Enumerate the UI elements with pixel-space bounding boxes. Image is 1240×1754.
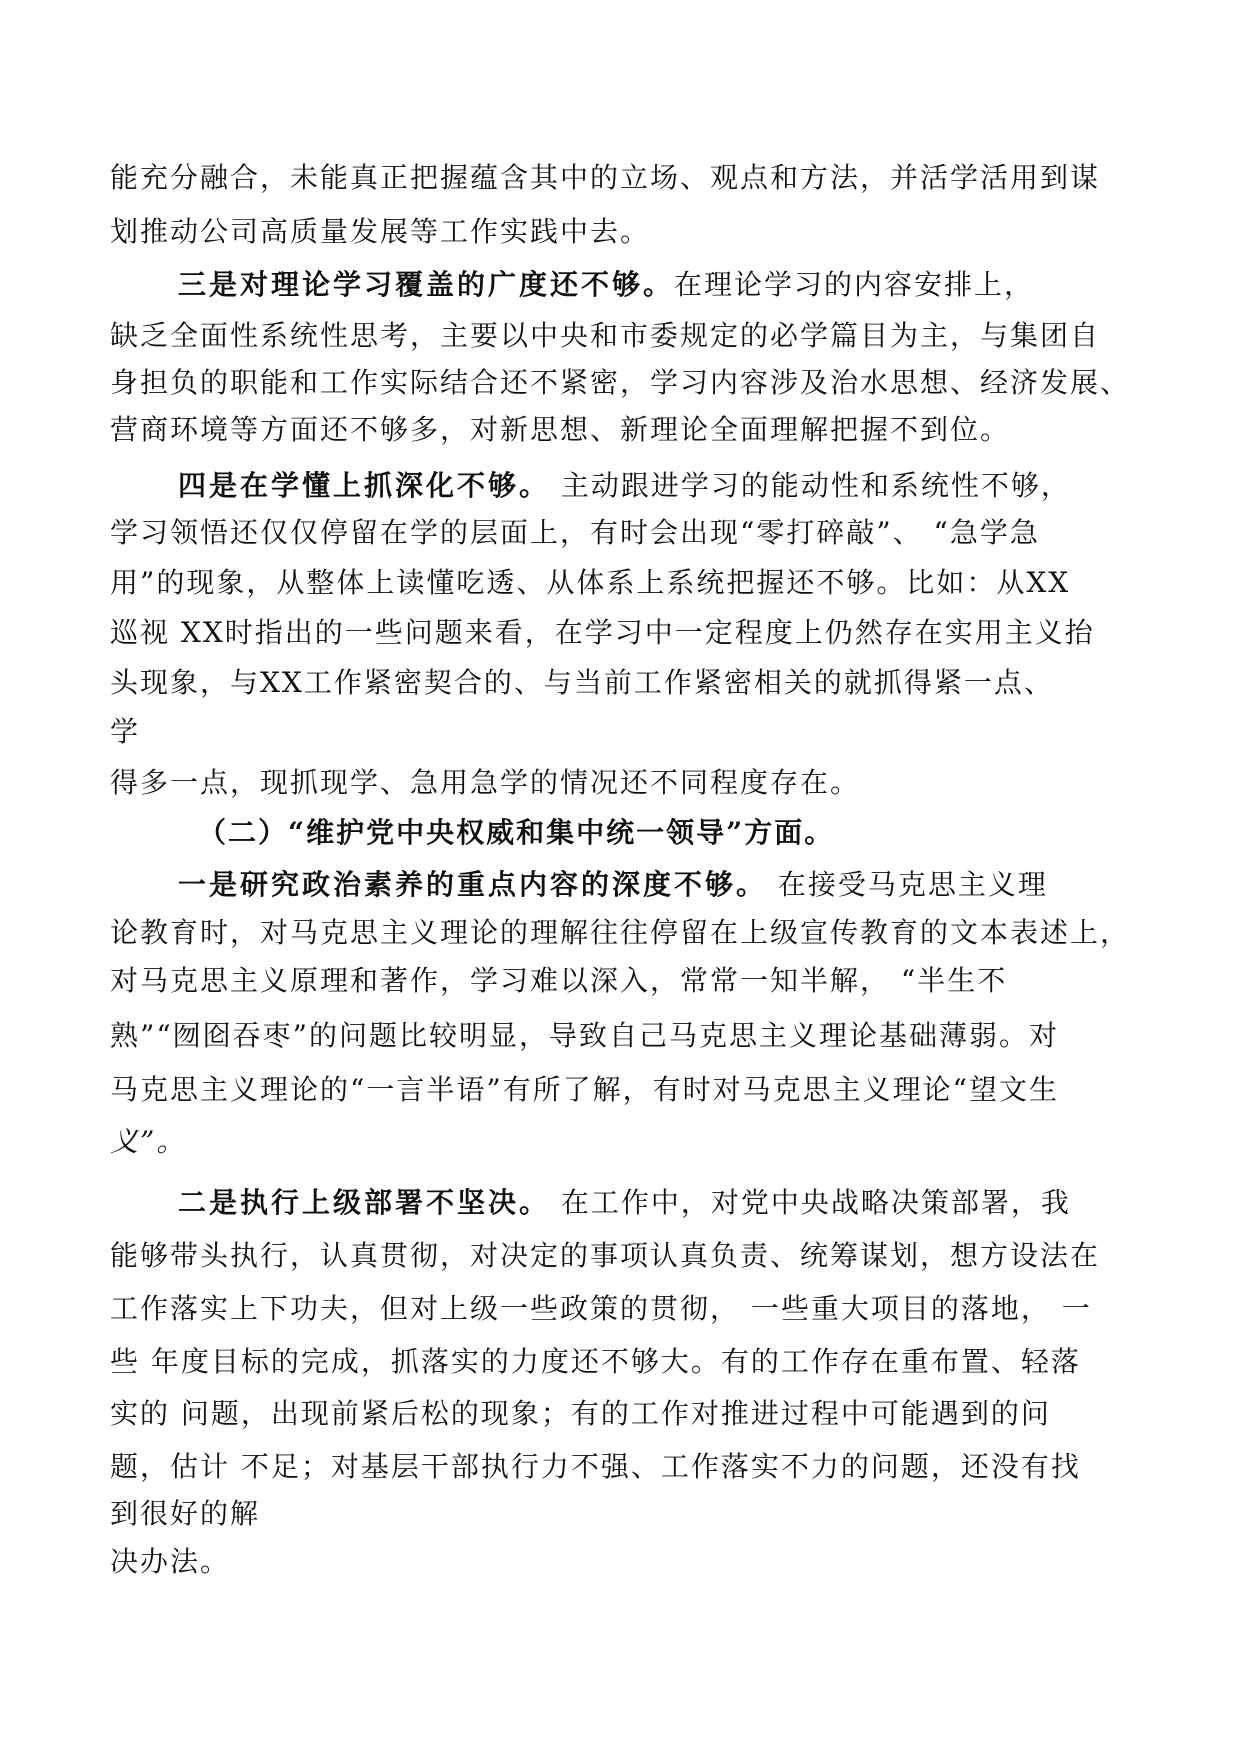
body-text-line: 论教育时，对马克思主义理论的理解往往停留在上级宣传教育的文本表述上， bbox=[110, 916, 1131, 949]
body-text-line: 对马克思主义原理和著作，学习难以深入，常常一知半解， “半生不 bbox=[110, 964, 1008, 997]
body-text-line: 工作落实上下功夫，但对上级一些政策的贯彻， 一些重大项目的落地， 一 bbox=[110, 1292, 1092, 1325]
body-text-line: 熟”“囫囵吞枣”的问题比较明显，导致自己马克思主义理论基础薄弱。对 bbox=[110, 1019, 1059, 1052]
body-text-line: 缺乏全面性系统性思考，主要以中央和市委规定的必学篇目为主，与集团自 bbox=[110, 319, 1101, 352]
section-heading: （二）“维护党中央权威和集中统一领导”方面。 bbox=[198, 816, 835, 849]
body-text-line: 身担负的职能和工作实际结合还不紧密，学习内容涉及治水思想、经济发展、 bbox=[110, 366, 1131, 399]
body-text: 主动跟进学习的能动性和系统性不够， bbox=[550, 469, 1071, 502]
paragraph-heading: 四是在学懂上抓深化不够。 bbox=[178, 469, 551, 502]
body-text: 在理论学习的内容安排上， bbox=[674, 268, 1035, 301]
body-text-line: 划推动公司高质量发展等工作实践中去。 bbox=[110, 215, 651, 248]
body-text-line: 马克思主义理论的“一言半语”有所了解，有时对马克思主义理论“望文生 bbox=[110, 1073, 1059, 1106]
paragraph-first-line bbox=[178, 466, 1071, 506]
body-text-line: 用”的现象，从整体上读懂吃透、从体系上系统把握还不够。比如：从XX bbox=[110, 566, 1071, 599]
body-text: 在工作中，对党中央战略决策部署，我 bbox=[550, 1186, 1071, 1219]
body-text-line: 学 bbox=[110, 715, 141, 748]
body-text-line: 到很好的解 bbox=[110, 1497, 261, 1530]
body-text-line: 学习领悟还仅仅停留在学的层面上，有时会出现“零打碎敲”、 “急学急 bbox=[110, 516, 1040, 549]
body-text-line: 能够带头执行，认真贯彻，对决定的事项认真负责、统筹谋划，想方设法在 bbox=[110, 1239, 1101, 1272]
body-text-line: 义”。 bbox=[110, 1125, 187, 1158]
paragraph-heading: 一是研究政治素养的重点内容的深度不够。 bbox=[178, 868, 768, 901]
body-text: 在接受马克思主义理 bbox=[767, 868, 1048, 901]
body-text-line: 实的 问题，出现前紧后松的现象；有的工作对推进过程中可能遇到的问 bbox=[110, 1397, 1051, 1430]
body-text-line: 题，估计 不足；对基层干部执行力不强、工作落实不力的问题，还没有找 bbox=[110, 1450, 1081, 1483]
body-text-line: 巡视 XX时指出的一些问题来看，在学习中一定程度上仍然存在实用主义抬 bbox=[110, 616, 1095, 649]
body-text-line: 些 年度目标的完成，抓落实的力度还不够大。有的工作存在重布置、轻落 bbox=[110, 1345, 1081, 1378]
paragraph-first-line bbox=[178, 265, 1034, 305]
paragraph-heading: 二是执行上级部署不坚决。 bbox=[178, 1186, 551, 1219]
body-text-line: 头现象，与XX工作紧密契合的、与当前工作紧密相关的就抓得紧一点、 bbox=[110, 666, 1054, 699]
paragraph-first-line bbox=[178, 865, 1048, 905]
body-text-line: 决办法。 bbox=[110, 1545, 231, 1578]
paragraph-heading: 三是对理论学习覆盖的广度还不够。 bbox=[178, 268, 675, 301]
body-text-line: 得多一点，现抓现学、急用急学的情况还不同程度存在。 bbox=[110, 766, 861, 799]
body-text-line: 能充分融合，未能真正把握蕴含其中的立场、观点和方法，并活学活用到谋 bbox=[110, 161, 1101, 194]
paragraph-first-line bbox=[178, 1183, 1071, 1223]
body-text-line: 营商环境等方面还不够多，对新思想、新理论全面理解把握不到位。 bbox=[110, 413, 1011, 446]
